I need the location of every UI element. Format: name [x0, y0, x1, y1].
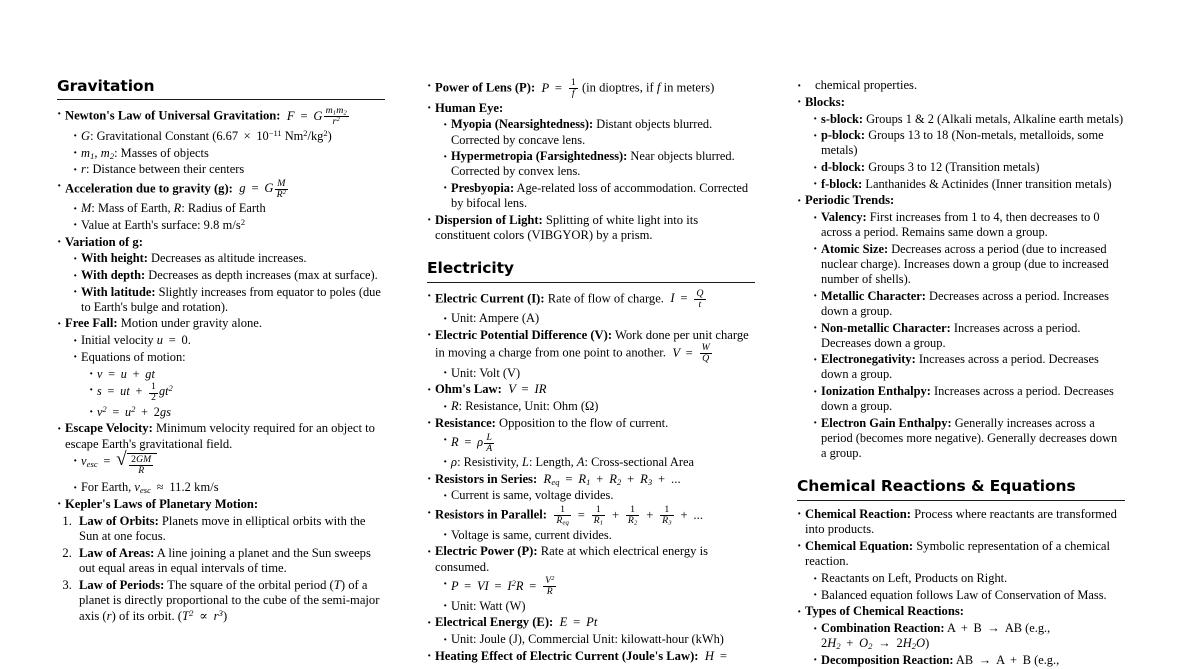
- list-item: [427, 101, 755, 116]
- list-item: [427, 213, 755, 244]
- list-item: [443, 488, 755, 503]
- item-label: With depth:: [81, 268, 146, 283]
- list-item: 3. Law of Periods: The square of the orbital period (T) of a planet is directly proportional to the cube of the semi-major axis (r) of its orbit. $(T^2 \propto r^3)$: [75, 578, 385, 624]
- item-text: Decreases across a period (due to increased nuclear charge). Increases down a group (due to increased number of shells).: [821, 241, 1109, 287]
- formula-initial-velocity: u = 0: [156, 333, 188, 348]
- list-item: · M: Mass of Earth, R: Radius of Earth: [73, 201, 385, 216]
- item-text: Age-related loss of accommodation. Corrected by bifocal lens.: [451, 180, 749, 211]
- kepler-laws-list: [41, 514, 385, 625]
- list-item: · ρ: Resistivity, L: Length, A: Cross-sectional Area: [443, 455, 755, 470]
- section-heading-gravitation: Gravitation: [57, 77, 155, 95]
- list-item: [427, 615, 755, 630]
- item-text: Unit: Joule (J), Commercial Unit: kilowatt-hour (kWh): [451, 632, 724, 647]
- series-note-list: [427, 488, 755, 503]
- list-item: [813, 384, 1125, 414]
- symbol-M: M: [81, 201, 92, 216]
- formula-electrical-energy: E = Pt: [556, 615, 598, 630]
- item-text: Groups 1 & 2 (Alkali metals, Alkaline earth metals): [866, 111, 1124, 126]
- item-label: Resistors in Series:: [435, 471, 538, 486]
- value-escape-velocity-earth: $v_{esc} \approx 11.2$ km/s: [134, 480, 219, 495]
- list-item: [57, 316, 385, 331]
- section-rule-electricity: [427, 282, 755, 283]
- item-label: Escape Velocity:: [65, 421, 153, 436]
- freefall-sublist: [57, 333, 385, 419]
- item-label: Electron Gain Enthalpy:: [821, 415, 952, 430]
- list-item: [75, 514, 385, 545]
- section-light-continued: [411, 78, 755, 243]
- list-item: [443, 149, 755, 179]
- item-text: Work done per unit charge in moving a charge from one point to another.: [435, 327, 749, 360]
- item-label: Ionization Enthalpy:: [821, 384, 931, 399]
- list-item: [73, 350, 385, 365]
- list-item: [89, 405, 385, 420]
- list-item: [57, 421, 385, 452]
- section-rule-gravitation: [57, 99, 385, 100]
- item-label: Resistance:: [435, 415, 496, 430]
- list-item: [813, 352, 1125, 382]
- item-text: Balanced equation follows Law of Conservation of Mass.: [821, 587, 1107, 602]
- formula-resistance: R = ρ $\frac{L}{A}$: [451, 431, 493, 454]
- list-item: [427, 505, 755, 526]
- parallel-note-list: [427, 528, 755, 543]
- symbol-r: r: [81, 162, 86, 177]
- list-item: [443, 528, 755, 543]
- list-item: [427, 328, 755, 364]
- list-item: [797, 539, 1125, 570]
- item-label: Electric Current (I):: [435, 291, 545, 306]
- item-text: Voltage is same, current divides.: [451, 527, 612, 542]
- item-text: Decreases as altitude increases.: [151, 251, 307, 266]
- list-item: · Initial velocity u = 0.: [73, 333, 385, 348]
- symbol-G: G: [81, 128, 91, 143]
- list-item: [443, 576, 755, 597]
- chemical-reactions-list: [781, 507, 1125, 668]
- list-item: [57, 497, 385, 512]
- item-label: Metallic Character:: [821, 288, 926, 303]
- formula-electric-current: I = $\frac{Q}{t}$: [667, 287, 704, 310]
- list-item: [73, 453, 385, 476]
- list-item: · Power of Lens (P): P = $\frac{1}{f}$ (in dioptres, if f in meters): [427, 78, 755, 99]
- item-text: Process where reactants are transformed into products.: [805, 506, 1117, 536]
- list-item: [427, 544, 755, 575]
- formula-motion-3: $v^2 = u^2 + 2gs$: [97, 404, 172, 419]
- item-label: Human Eye:: [435, 100, 504, 115]
- item-text: Generally increases across a period (becomes more negative). Generally decreases down a group.: [821, 415, 1118, 461]
- item-label: Myopia (Nearsightedness):: [451, 117, 594, 132]
- formula-power-of-lens: P = $\frac{1}{f}$: [538, 77, 576, 100]
- list-item: [89, 367, 385, 382]
- electricity-list: [411, 289, 755, 664]
- item-label: Non-metallic Character:: [821, 320, 951, 335]
- item-text: Motion under gravity alone.: [120, 316, 263, 331]
- item-label: Chemical Equation:: [805, 538, 914, 553]
- list-item: [73, 251, 385, 266]
- list-item: [813, 416, 1125, 461]
- formula-newton-gravitation: F = G $\frac{m_1m_2}{r^2}$: [283, 105, 347, 128]
- item-label: Electric Power (P):: [435, 544, 538, 559]
- item-text: Increases across a period. Decreases down a group.: [821, 352, 1099, 382]
- list-item: [813, 210, 1125, 240]
- item-label: Hypermetropia (Farsightedness):: [451, 149, 628, 164]
- formula-electric-power: P = VI = $I^2R$ = $\frac{V^2}{R}$: [451, 575, 555, 598]
- list-item: [427, 289, 755, 310]
- item-text: Splitting of white light into its constituent colors (VIBGYOR) by a prism.: [435, 212, 699, 242]
- list-item: [797, 95, 1125, 110]
- list-item: [813, 112, 1125, 127]
- column-left: [41, 78, 385, 626]
- item-label: s-block:: [821, 111, 863, 126]
- item-label: Types of Chemical Reactions:: [805, 604, 964, 619]
- item-text: Unit: Ampere (A): [451, 311, 540, 326]
- item-text: Minimum velocity required for an object to escape Earth's gravitational field.: [65, 421, 375, 451]
- formula-combination-reaction: $2H_2 + O_2 \to 2H_2O$: [821, 636, 926, 652]
- list-item: [73, 285, 385, 315]
- current-unit-list: [427, 311, 755, 326]
- item-label: Law of Orbits:: [79, 513, 159, 528]
- item-label: Presbyopia:: [451, 180, 515, 195]
- item-label: Law of Periods:: [79, 578, 165, 593]
- item-label: Free Fall:: [65, 316, 118, 331]
- section-periodic-classification-continued: [781, 78, 1125, 461]
- item-label: Kepler's Laws of Planetary Motion:: [65, 496, 259, 511]
- list-item: · G: Gravitational Constant ($6.67 \times 10^{-11}$ $Nm^2/kg^2$): [73, 129, 385, 144]
- formula-motion-2: s = ut + $\frac{1}{2}$ $gt^2$: [97, 381, 173, 403]
- formula-resistors-parallel: $\frac{1}{R_{eq}}$ = $\frac{1}{R_1}$ + $\frac{1}{R_2}$ + $\frac{1}{R_3}$ + ...: [556, 504, 704, 527]
- formula-resistors-series: $R_{eq} = R_1 + R_2 + R_3$ + ...: [540, 471, 681, 487]
- section-gravitation: [41, 78, 385, 624]
- item-text: Rate of flow of charge.: [547, 291, 664, 306]
- item-text: Equations of motion:: [81, 349, 186, 364]
- item-label: Ohm's Law:: [435, 382, 502, 397]
- list-item: [813, 289, 1125, 319]
- section-heading-chemical-reactions: Chemical Reactions & Equations: [797, 477, 1076, 496]
- item-text: Groups 13 to 18 (Non-metals, metalloids, some metals): [821, 128, 1104, 158]
- item-text: Lanthanides & Actinides (Inner transition metals): [865, 176, 1112, 191]
- item-label: Heating Effect of Electric Current (Joule's Law):: [435, 648, 699, 663]
- item-label: Law of Areas:: [79, 545, 155, 560]
- list-item: [57, 106, 385, 127]
- item-text: A line joining a planet and the Sun sweeps out equal areas in equal intervals of time.: [79, 545, 371, 576]
- item-text: Slightly increases from equator to poles (due to Earth's bulge and rotation).: [81, 284, 381, 314]
- item-label: Periodic Trends:: [805, 193, 895, 208]
- list-item: · r: Distance between their centers: [73, 162, 385, 177]
- escape-velocity-sublist: [57, 453, 385, 495]
- gravitation-sublist-2: [57, 201, 385, 233]
- list-item: [813, 588, 1125, 603]
- item-text: Planets move in elliptical orbits with the Sun at one focus.: [79, 513, 366, 543]
- list-item: [443, 117, 755, 147]
- list-item: [427, 416, 755, 431]
- formula-joules-law-partial: H =: [701, 648, 728, 663]
- list-item: [443, 599, 755, 614]
- item-text: Increases across a period. Decreases down a group.: [821, 384, 1114, 414]
- list-item: [813, 242, 1125, 287]
- chemical-equation-notes: [797, 571, 1125, 603]
- list-item: [427, 649, 755, 664]
- item-label: Chemical Reaction:: [805, 506, 911, 521]
- list-item: [813, 160, 1125, 175]
- list-item: · For Earth, $v_{esc} \approx 11.2$ km/s: [73, 480, 385, 495]
- list-item: [443, 433, 755, 454]
- item-text: Groups 3 to 12 (Transition metals): [868, 160, 1040, 175]
- list-item: [57, 179, 385, 200]
- energy-unit-list: [427, 632, 755, 647]
- periodic-list: [781, 78, 1125, 461]
- list-item: [813, 571, 1125, 586]
- item-text: First increases from 1 to 4, then decreases to 0 across a period. Remains same down a group.: [821, 210, 1100, 240]
- item-text: Distant objects blurred. Corrected by concave lens.: [451, 117, 713, 147]
- item-label: Atomic Size:: [821, 241, 889, 256]
- item-label: Acceleration due to gravity (g):: [65, 181, 233, 196]
- list-item: [443, 366, 755, 381]
- item-label: Electrical Energy (E):: [435, 615, 554, 630]
- list-item: [797, 193, 1125, 208]
- human-eye-list: [427, 117, 755, 211]
- list-item: · Value at Earth's surface: 9.8 $m/s^2$: [73, 218, 385, 233]
- item-label: Electric Potential Difference (V):: [435, 327, 613, 342]
- item-label: With height:: [81, 251, 148, 266]
- reaction-types-list: [797, 621, 1125, 668]
- item-text: Current is same, voltage divides.: [451, 488, 614, 503]
- continuation-text: [797, 78, 1125, 93]
- item-label: p-block:: [821, 128, 866, 143]
- item-label: Decomposition Reaction:: [821, 652, 954, 667]
- symbol-R: R: [173, 201, 182, 216]
- periodic-trends-list: [797, 210, 1125, 461]
- item-label: Electronegativity:: [821, 352, 916, 367]
- resistivity-list: [427, 433, 755, 470]
- formula-acceleration-gravity: g = G $\frac{M}{R^2}$: [236, 177, 287, 200]
- column-middle: [411, 77, 755, 663]
- three-column-layout: [41, 77, 1150, 667]
- item-text: Decreases across a period. Increases down a group.: [821, 288, 1109, 318]
- item-label: f-block:: [821, 176, 863, 191]
- list-item: [443, 311, 755, 326]
- list-item: [813, 128, 1125, 158]
- item-label: With latitude:: [81, 284, 156, 299]
- list-item: [797, 507, 1125, 538]
- symbol-masses: $m_1$, $m_2$: [81, 145, 115, 161]
- symbol-f: f: [656, 80, 661, 95]
- section-heading-electricity: Electricity: [427, 259, 514, 278]
- item-label: Variation of g:: [65, 234, 143, 249]
- list-item: [443, 181, 755, 211]
- light-list: [411, 78, 755, 243]
- value-g-surface: 9.8 $m/s^2$: [203, 216, 246, 232]
- list-item: [427, 472, 755, 487]
- list-item: [89, 383, 385, 403]
- gravitation-variation-list: [57, 251, 385, 315]
- item-text: Increases across a period. Decreases down a group.: [821, 320, 1081, 350]
- list-item: [75, 546, 385, 577]
- item-label: Power of Lens (P):: [435, 80, 536, 95]
- list-item: [427, 382, 755, 397]
- list-item: [73, 268, 385, 283]
- list-item: · $m_1$, $m_2$: Masses of objects: [73, 146, 385, 161]
- item-label: Combination Reaction:: [821, 621, 945, 636]
- symbol-R: R: [451, 399, 459, 414]
- item-text: Reactants on Left, Products on Right.: [821, 571, 1008, 585]
- gravitation-sublist-1: [57, 129, 385, 177]
- item-label: Blocks:: [805, 94, 845, 109]
- item-text: Opposition to the flow of current.: [499, 415, 669, 430]
- power-formula-list: [427, 576, 755, 613]
- list-item: [797, 604, 1125, 619]
- formula-ohms-law: V = IR: [504, 382, 547, 397]
- section-rule-chemical-reactions: [797, 500, 1125, 501]
- item-text: Near objects blurred. Corrected by convex lens.: [451, 149, 735, 179]
- list-item: · Combination Reaction: A + B → AB (e.g., $2H_2 + O_2 \to 2H_2O$): [813, 621, 1125, 651]
- item-text: Rate at which electrical energy is consumed.: [435, 544, 708, 574]
- list-item: [443, 632, 755, 647]
- item-text: Decreases as depth increases (max at surface).: [148, 268, 378, 283]
- column-right: [781, 78, 1125, 667]
- equations-of-motion-list: [73, 367, 385, 420]
- formula-potential-difference: V = $\frac{W}{Q}$: [669, 342, 710, 365]
- item-label: Newton's Law of Universal Gravitation:: [65, 108, 281, 123]
- list-item: [813, 321, 1125, 351]
- section-electricity: [411, 260, 755, 664]
- item-text: Unit: Volt (V): [451, 365, 521, 380]
- item-text: Unit: Watt (W): [451, 598, 526, 613]
- item-label: Resistors in Parallel:: [435, 507, 547, 522]
- list-item: · R: Resistance, Unit: Ohm (Ω): [443, 399, 755, 414]
- blocks-list: [797, 112, 1125, 192]
- item-text: Symbolic representation of a chemical reaction.: [805, 538, 1110, 569]
- gravitation-list: [41, 106, 385, 512]
- formula-escape-velocity: $v_{esc}$ = √ $\frac{2GM}{R}$: [81, 454, 157, 468]
- item-label: Dispersion of Light:: [435, 212, 543, 227]
- item-label: Valency:: [821, 210, 867, 225]
- section-chemical-reactions: [781, 478, 1125, 668]
- formula-motion-1: v = u + gt: [97, 366, 155, 381]
- list-item: [57, 235, 385, 250]
- list-item: [813, 177, 1125, 192]
- item-label: d-block:: [821, 160, 866, 175]
- item-text: chemical properties.: [815, 78, 918, 92]
- list-item: · Decomposition Reaction: AB → A + B (e.g.,: [813, 653, 1125, 668]
- resistance-unit-list: [427, 399, 755, 414]
- voltage-unit-list: [427, 366, 755, 381]
